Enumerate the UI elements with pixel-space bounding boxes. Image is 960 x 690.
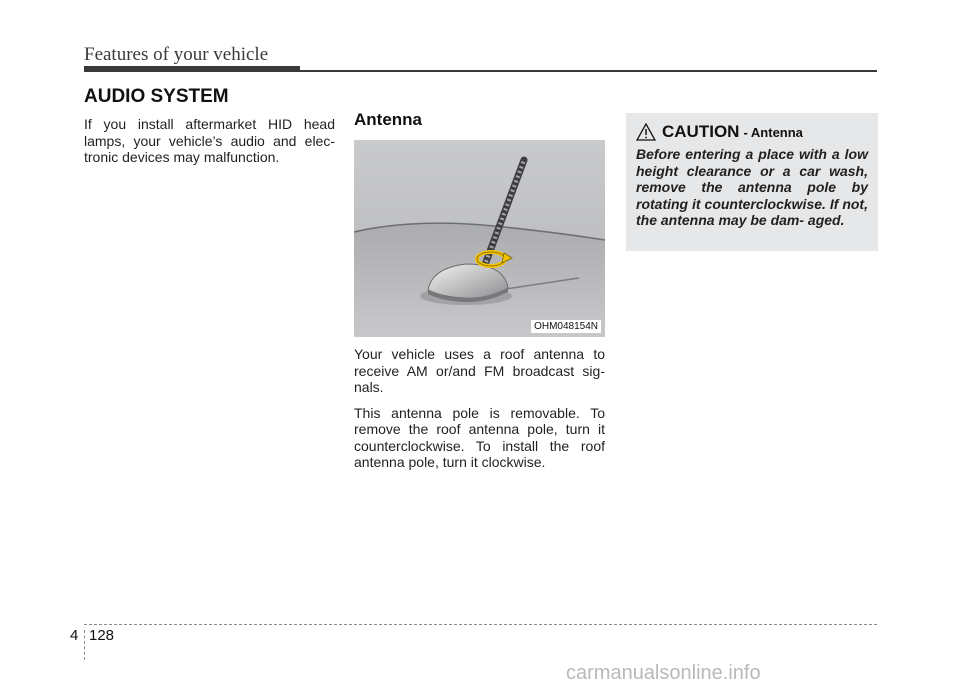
header-rule-thick: [84, 66, 300, 72]
antenna-illustration: [354, 140, 605, 337]
header-rule-thin: [300, 70, 877, 72]
antenna-paragraph-1: Your vehicle uses a roof antenna to receive AM or/and FM broadcast sig- nals.: [354, 346, 605, 395]
antenna-paragraph-2: This antenna pole is removable. To remove the roof antenna pole, turn it counterclockwise. To install the roof antenna pole, turn it clockwise.: [354, 404, 605, 470]
watermark: carmanualsonline.info: [566, 662, 761, 684]
hid-lamps-paragraph: If you install aftermarket HID head lamps, your vehicle’s audio and elec- tronic devices may malfunction.: [84, 116, 335, 165]
antenna-heading: Antenna: [354, 110, 422, 129]
caution-box: [626, 113, 878, 251]
caution-label: CAUTION: [662, 122, 740, 141]
footer-divider: [84, 630, 85, 660]
section-title: AUDIO SYSTEM: [84, 86, 229, 107]
antenna-text: [354, 346, 605, 480]
chapter-number: 4: [70, 627, 79, 644]
page-header-title: Features of your vehicle: [84, 44, 269, 65]
warning-triangle-icon: [636, 123, 656, 141]
caution-sublabel: - Antenna: [743, 124, 803, 140]
caution-header: [636, 122, 803, 142]
figure-caption: OHM048154N: [531, 320, 601, 333]
antenna-figure: [354, 140, 605, 337]
caution-text: Before entering a place with a low height clearance or a car wash, remove the antenna pole by rotating it counterclockwise. If not, the antenna may be dam- aged.: [636, 146, 868, 228]
page-number: 128: [89, 627, 115, 644]
footer-rule: [84, 624, 877, 625]
